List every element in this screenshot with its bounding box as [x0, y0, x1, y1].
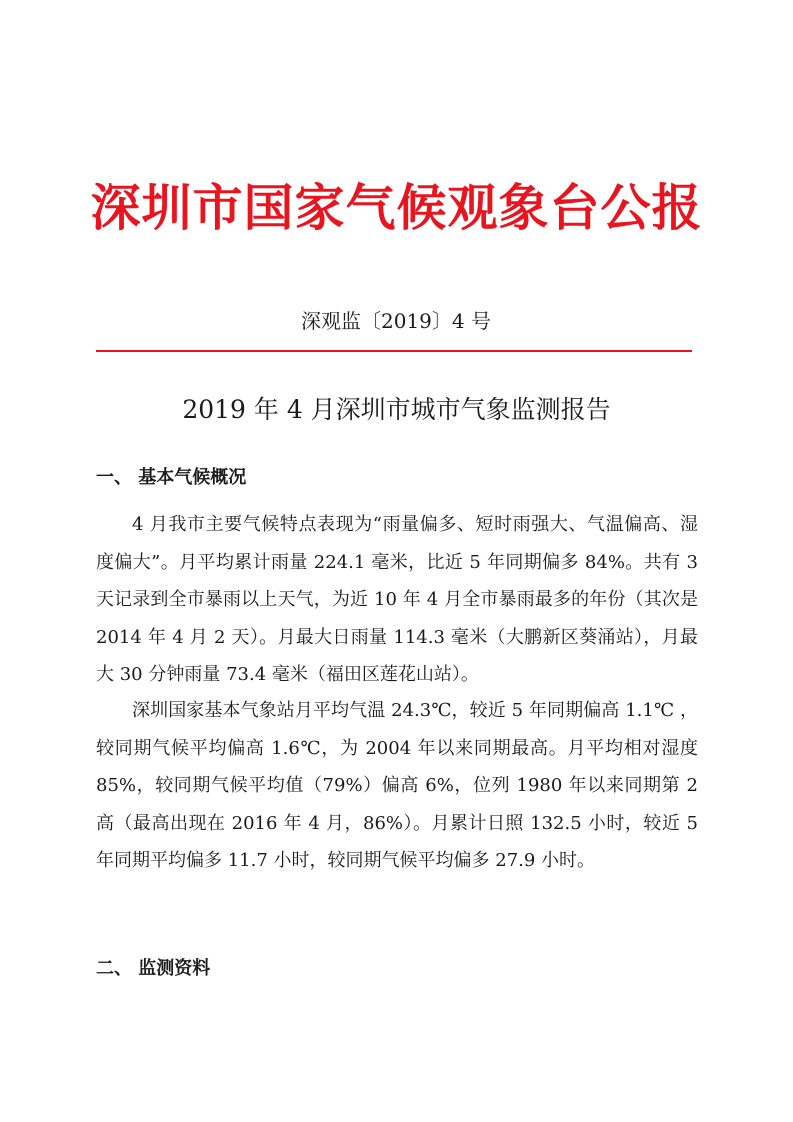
section-heading-overview: 一、 基本气候概况 — [96, 467, 247, 488]
document-number: 深观监〔2019〕4 号 — [301, 309, 491, 333]
section-heading-monitoring: 二、 监测资料 — [96, 958, 211, 979]
masthead-title: 深圳市国家气候观象台公报 — [90, 178, 703, 237]
overview-paragraph-precipitation: 4 月我市主要气候特点表现为“雨量偏多、短时雨强大、气温偏高、湿度偏大”。月平均累计雨量 224.1 毫米，比近 5 年同期偏多 84%。共有 3 天记录到全市暴雨以上天气，为近 10 年 4 月全市暴雨最多的年份（其次是 2014 年 4 月 2 天）。月最大日雨量 114.3 毫米（大鹏新区葵涌站），月最大 30 分钟雨量 73.4 毫米（福田区莲花山站）。 — [96, 514, 698, 685]
overview-paragraph-temperature: 深圳国家基本气象站月平均气温 24.3℃，较近 5 年同期偏高 1.1℃ ，较同期气候平均偏高 1.6℃，为 2004 年以来同期最高。月平均相对湿度 85%，较同期气候平均值（79%）偏高 6%，位列 1980 年以来同期第 2 高（最高出现在 2016 年 4 月，86%）。月累计日照 132.5 小时，较近 5 年同期平均偏多 11.7 小时，较同期气候平均偏多 27.9 小时。 — [96, 700, 698, 871]
red-divider — [96, 350, 692, 352]
report-title: 2019 年 4 月深圳市城市气象监测报告 — [182, 395, 611, 424]
